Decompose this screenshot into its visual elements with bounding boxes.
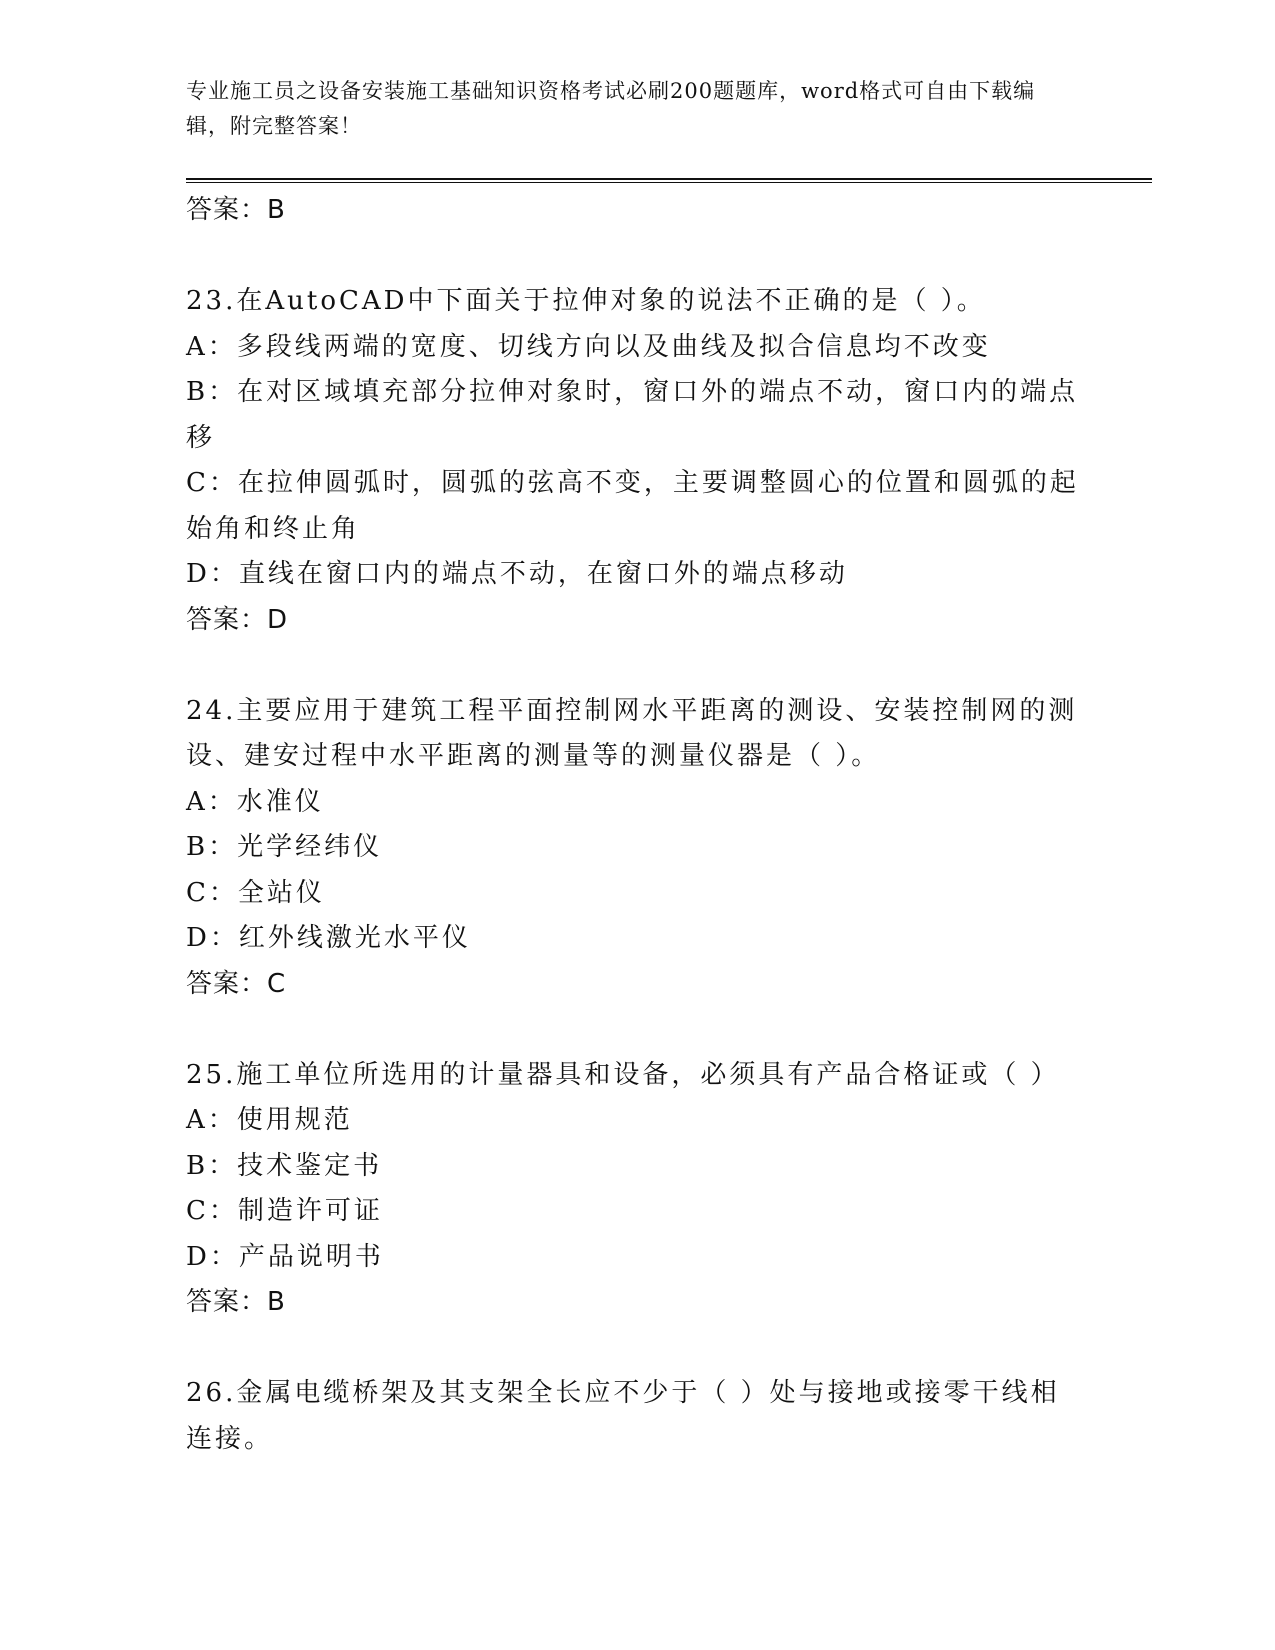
option-b-continued: 移 [186, 422, 216, 453]
answer: 答案：D [186, 604, 289, 635]
option-a: A：使用规范 [186, 1105, 353, 1135]
question-stem: 23.在AutoCAD中下面关于拉伸对象的说法不正确的是（ ）。 [186, 286, 986, 316]
option-d: D：红外线激光水平仪 [186, 923, 471, 953]
spacer [186, 1007, 1086, 1053]
option-a: A：多段线两端的宽度、切线方向以及曲线及拟合信息均不改变 [186, 331, 991, 362]
option-d: D：产品说明书 [186, 1241, 384, 1272]
option-c: C：全站仪 [186, 877, 325, 908]
question-25 [186, 1053, 1086, 1326]
spacer [186, 234, 1086, 280]
question-26 [186, 1371, 1086, 1462]
spacer [186, 643, 1086, 689]
question-24 [186, 689, 1086, 1008]
option-c-continued: 始角和终止角 [186, 513, 361, 544]
option-b: B：技术鉴定书 [186, 1150, 383, 1181]
page-header: 专业施工员之设备安装施工基础知识资格考试必刷200题题库，word格式可自由下载编辑，附完整答案！ [186, 79, 1036, 138]
question-stem: 25.施工单位所选用的计量器具和设备，必须具有产品合格证或（ ） [186, 1059, 1060, 1090]
option-c: C：在拉伸圆弧时，圆弧的弦高不变，主要调整圆心的位置和圆弧的起 [186, 468, 1079, 498]
question-stem: 26.金属电缆桥架及其支架全长应不少于（ ）处与接地或接零干线相 [186, 1378, 1060, 1408]
header-rule-thin [186, 182, 1152, 183]
answer: 答案：B [186, 1287, 286, 1317]
question-stem: 24.主要应用于建筑工程平面控制网水平距离的测设、安装控制网的测 [186, 695, 1078, 726]
question-23 [186, 279, 1086, 643]
option-b: B：在对区域填充部分拉伸对象时，窗口外的端点不动，窗口内的端点 [186, 377, 1079, 407]
option-b: B：光学经纬仪 [186, 832, 383, 862]
previous-answer: 答案：B [186, 195, 286, 225]
header-rule-thick [186, 178, 1152, 180]
option-c: C：制造许可证 [186, 1196, 383, 1226]
option-a: A：水准仪 [186, 786, 324, 817]
answer: 答案：C [186, 968, 287, 999]
question-stem-continued: 设、建安过程中水平距离的测量等的测量仪器是（ ）。 [186, 741, 881, 771]
spacer [186, 1326, 1086, 1372]
question-list [186, 188, 1086, 1462]
option-d: D：直线在窗口内的端点不动，在窗口外的端点移动 [186, 559, 848, 589]
question-stem-continued: 连接。 [186, 1423, 274, 1454]
